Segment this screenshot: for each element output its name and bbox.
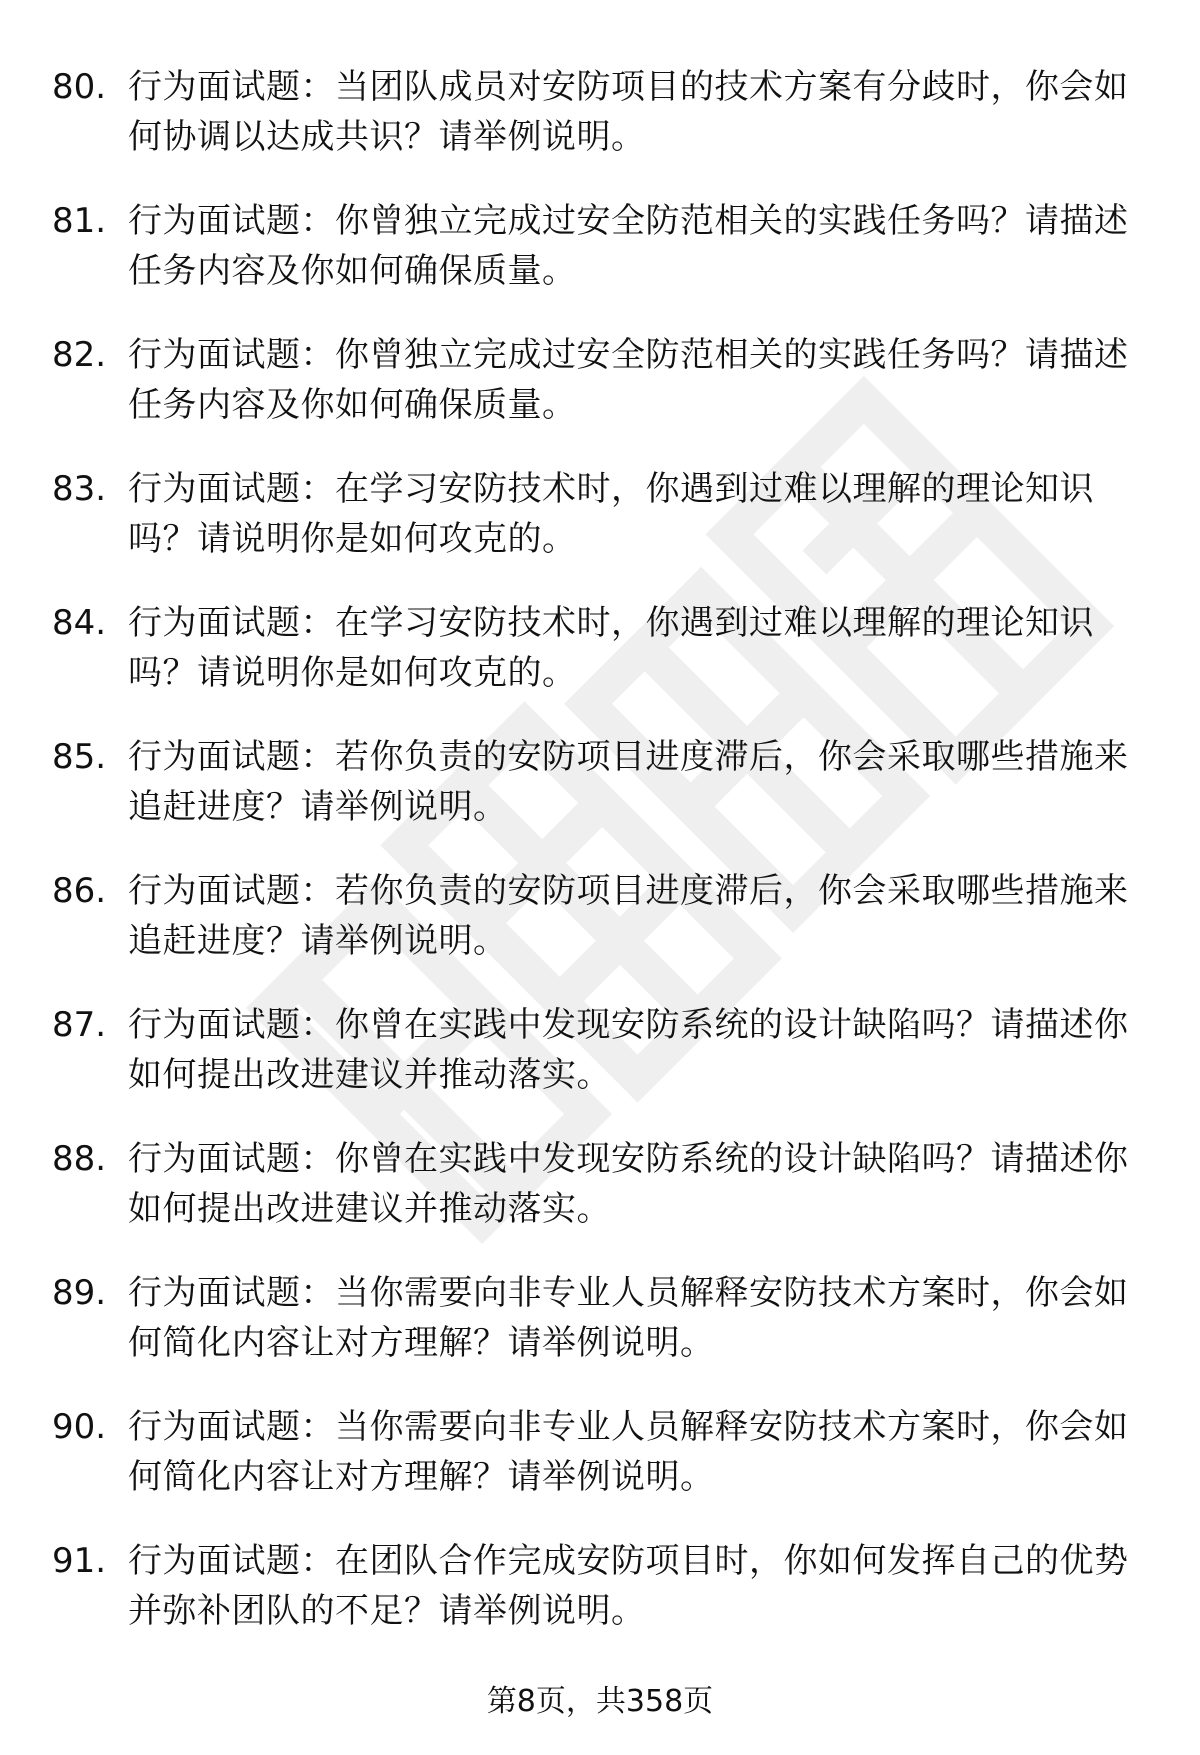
question-text: 行为面试题：若你负责的安防项目进度滞后，你会采取哪些措施来追赶进度？请举例说明。	[128, 737, 1129, 827]
question-number: 84.	[52, 603, 107, 643]
question-number: 81.	[52, 201, 107, 241]
question-number: 90.	[52, 1407, 107, 1447]
question-item	[0, 866, 1200, 1000]
question-item	[0, 464, 1200, 598]
question-item	[0, 196, 1200, 330]
question-number: 80.	[52, 67, 107, 107]
question-number: 88.	[52, 1139, 107, 1179]
question-number: 83.	[52, 469, 107, 509]
question-number: 85.	[52, 737, 107, 777]
question-text: 行为面试题：在学习安防技术时，你遇到过难以理解的理论知识吗？请说明你是如何攻克的。	[128, 469, 1094, 559]
question-text: 行为面试题：当团队成员对安防项目的技术方案有分歧时，你会如何协调以达成共识？请举例说明。	[128, 67, 1129, 157]
question-number: 82.	[52, 335, 107, 375]
question-item	[0, 1000, 1200, 1134]
question-text: 行为面试题：在学习安防技术时，你遇到过难以理解的理论知识吗？请说明你是如何攻克的。	[128, 603, 1094, 693]
question-number: 91.	[52, 1541, 107, 1581]
question-item	[0, 598, 1200, 732]
question-item	[0, 62, 1200, 196]
question-item	[0, 732, 1200, 866]
question-number: 87.	[52, 1005, 107, 1045]
question-item	[0, 1268, 1200, 1402]
question-item	[0, 330, 1200, 464]
question-text: 行为面试题：你曾在实践中发现安防系统的设计缺陷吗？请描述你如何提出改进建议并推动落实。	[128, 1139, 1129, 1229]
question-text: 行为面试题：你曾在实践中发现安防系统的设计缺陷吗？请描述你如何提出改进建议并推动落实。	[128, 1005, 1129, 1095]
question-item	[0, 1402, 1200, 1536]
page-number: 第8页，共358页	[486, 1684, 714, 1719]
question-text: 行为面试题：你曾独立完成过安全防范相关的实践任务吗？请描述任务内容及你如何确保质量。	[128, 201, 1129, 291]
question-text: 行为面试题：当你需要向非专业人员解释安防技术方案时，你会如何简化内容让对方理解？请举例说明。	[128, 1273, 1129, 1363]
question-item	[0, 1536, 1200, 1670]
question-text: 行为面试题：当你需要向非专业人员解释安防技术方案时，你会如何简化内容让对方理解？请举例说明。	[128, 1407, 1129, 1497]
question-number: 89.	[52, 1273, 107, 1313]
question-number: 86.	[52, 871, 107, 911]
question-text: 行为面试题：在团队合作完成安防项目时，你如何发挥自己的优势并弥补团队的不足？请举例说明。	[128, 1541, 1129, 1631]
question-item	[0, 1134, 1200, 1268]
question-list	[0, 62, 1200, 1670]
question-text: 行为面试题：若你负责的安防项目进度滞后，你会采取哪些措施来追赶进度？请举例说明。	[128, 871, 1129, 961]
question-text: 行为面试题：你曾独立完成过安全防范相关的实践任务吗？请描述任务内容及你如何确保质量。	[128, 335, 1129, 425]
